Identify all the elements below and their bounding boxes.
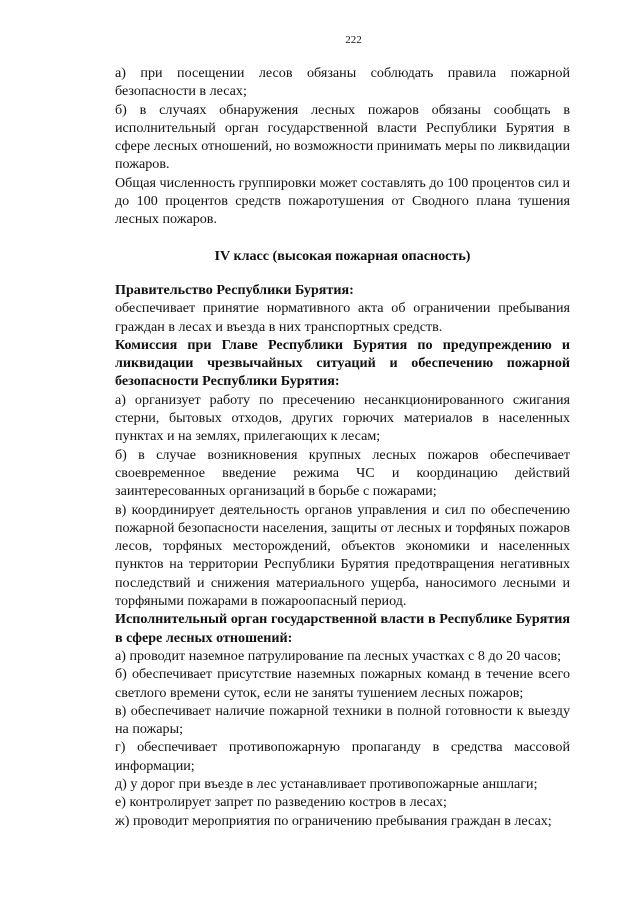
executive-item-g: ж) проводит мероприятия по ограничению пребывания граждан в лесах; <box>115 812 552 829</box>
commission-item-a: а) организует работу по пресечению несанкционированного сжигания стерни, бытовых отходов, других горючих материалов в населенных пунктах и на землях, прилегающих к лесам; <box>115 391 570 445</box>
executive-item-d: г) обеспечивает противопожарную пропаганду в средства массовой информации; <box>115 739 570 774</box>
commission-heading: Комиссия при Главе Республики Бурятия по предупреждению и ликвидации чрезвычайных ситуаций и обеспечению пожарной безопасности Республики Бурятия: <box>115 336 570 390</box>
intro-paragraph-3: Общая численность группировки может составлять до 100 процентов сил и до 100 процентов средств пожаротушения от Сводного плана тушения лесных пожаров. <box>115 174 570 228</box>
executive-item-e: д) у дорог при въезде в лес устанавливает противопожарные аншлаги; <box>115 775 538 792</box>
section-title: IV класс (высокая пожарная опасность) <box>214 247 471 264</box>
government-text: обеспечивает принятие нормативного акта об ограничении пребывания граждан в лесах и въезда в них транспортных средств. <box>115 300 570 335</box>
government-heading: Правительство Республики Бурятия: <box>115 281 354 298</box>
intro-paragraph-2: б) в случаях обнаружения лесных пожаров обязаны сообщать в исполнительный орган государственной власти Республики Бурятия в сфере лесных отношений, но возможности принимать меры по ликвидации пожаров. <box>115 101 570 173</box>
commission-item-c: в) координирует деятельность органов управления и сил по обеспечению пожарной безопасности населения, защиты от лесных и торфяных пожаров лесов, торфяных месторождений, объектов экономики и населенных пунктов на территории Республики Бурятия предотвращения негативных последствий и снижения материального ущерба, наносимого лесными и торфяными пожарами в пожароопасный период. <box>115 501 570 610</box>
executive-heading: Исполнительный орган государственной власти в Республике Бурятия в сфере лесных отношений: <box>115 611 570 646</box>
executive-item-f: е) контролирует запрет по разведению костров в лесах; <box>115 794 447 811</box>
executive-item-a: а) проводит наземное патрулирование па лесных участках с 8 до 20 часов; <box>115 647 562 664</box>
intro-paragraph-1: а) при посещении лесов обязаны соблюдать правила пожарной безопасности в лесах; <box>115 65 570 100</box>
executive-item-c: в) обеспечивает наличие пожарной техники в полной готовности к выезду на пожары; <box>115 702 570 738</box>
executive-item-b: б) обеспечивает присутствие наземных пожарных команд в течение всего светлого времени суток, если не заняты тушением лесных пожаров; <box>115 666 570 701</box>
page-number: 222 <box>345 34 362 46</box>
commission-item-b: б) в случае возникновения крупных лесных пожаров обеспечивает своевременное введение режима ЧС и координацию действий заинтересованных организаций в борьбе с пожарами; <box>115 446 570 500</box>
